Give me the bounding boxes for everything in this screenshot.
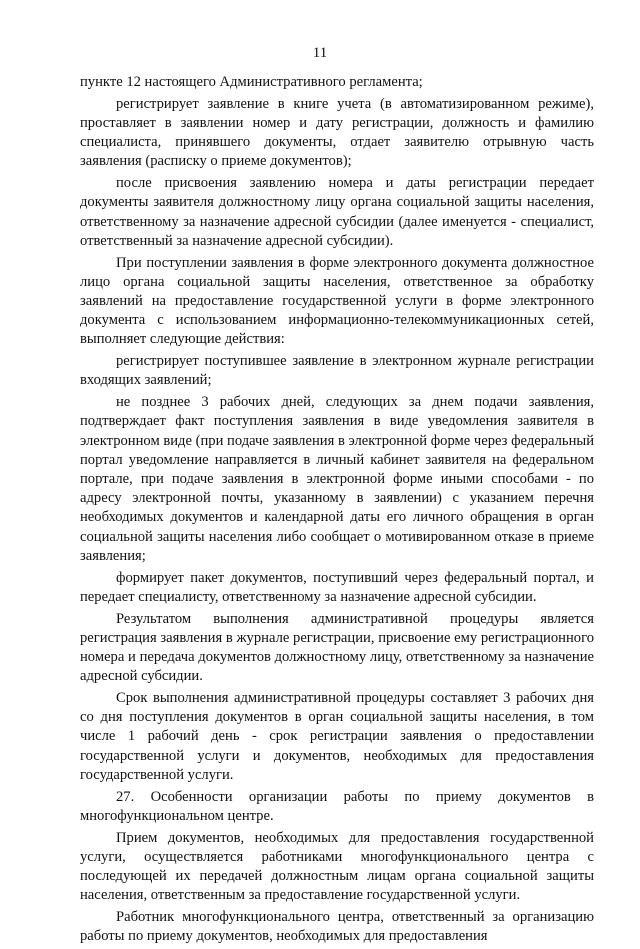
section-heading: 27. Особенности организации работы по приему документов в многофункциональном центре. bbox=[80, 788, 594, 824]
page-number: 11 bbox=[312, 45, 328, 61]
paragraph: формирует пакет документов, поступивший через федеральный портал, и передает специалисту, ответственному за назначение адресной субсидии. bbox=[80, 569, 594, 605]
paragraph: регистрирует поступившее заявление в электронном журнале регистрации входящих заявлений; bbox=[80, 353, 594, 389]
paragraph: пункте 12 настоящего Административного регламента; bbox=[80, 74, 423, 90]
paragraph: Работник многофункционального центра, ответственный за организацию работы по приему документов, необходимых для предоставления bbox=[80, 909, 594, 945]
paragraph: Срок выполнения административной процедуры составляет 3 рабочих дня со дня поступления документов в орган социальной защиты населения, в том числе 1 рабочий день - срок регистрации заявления о предоставлении государственной услуги и документов, необходимых для предоставления государственной услуги. bbox=[80, 690, 594, 783]
document-body bbox=[80, 73, 594, 949]
paragraph: после присвоения заявлению номера и даты регистрации передает документы заявителя должностному лицу органа социальной защиты населения, ответственному за назначение адресной субсидии (далее именуется - специалист, ответственный за назначение адресной субсидии). bbox=[80, 175, 594, 249]
paragraph: Прием документов, необходимых для предоставления государственной услуги, осуществляется работниками многофункционального центра с последующей их передачей должностным лицам органа социальной защиты населения, ответственным за предоставление государственной услуги. bbox=[80, 829, 594, 904]
paragraph: регистрирует заявление в книге учета (в автоматизированном режиме), проставляет в заявлении номер и дату регистрации, должность и фамилию специалиста, принявшего документы, отдает заявителю отрывную часть заявления (расписку о приеме документов); bbox=[80, 95, 594, 170]
paragraph: Результатом выполнения административной процедуры является регистрация заявления в журнале регистрации, присвоение ему регистрационного номера и передача документов должностному лицу, ответственному за назначение адресной субсидии. bbox=[80, 610, 594, 685]
paragraph: При поступлении заявления в форме электронного документа должностное лицо органа социальной защиты населения, ответственное за обработку заявлений на предоставление государственной услуги в форме электронного документа с использованием информационно-телекоммуникационных сетей, выполняет следующие действия: bbox=[80, 254, 594, 348]
paragraph: не позднее 3 рабочих дней, следующих за днем подачи заявления, подтверждает факт поступления заявления в виде уведомления заявителя в электронном виде (при подаче заявления в электронной форме через федеральный портал уведомление направляется в личный кабинет заявителя на федеральном портале, при подаче заявления в электронной форме иными способами - по адресу электронной почты, указанному в заявлении) с указанием перечня необходимых документов и календарной даты его личного обращения в орган социальной защиты населения либо сообщает о мотивированном отказе в приеме заявления; bbox=[80, 394, 594, 564]
